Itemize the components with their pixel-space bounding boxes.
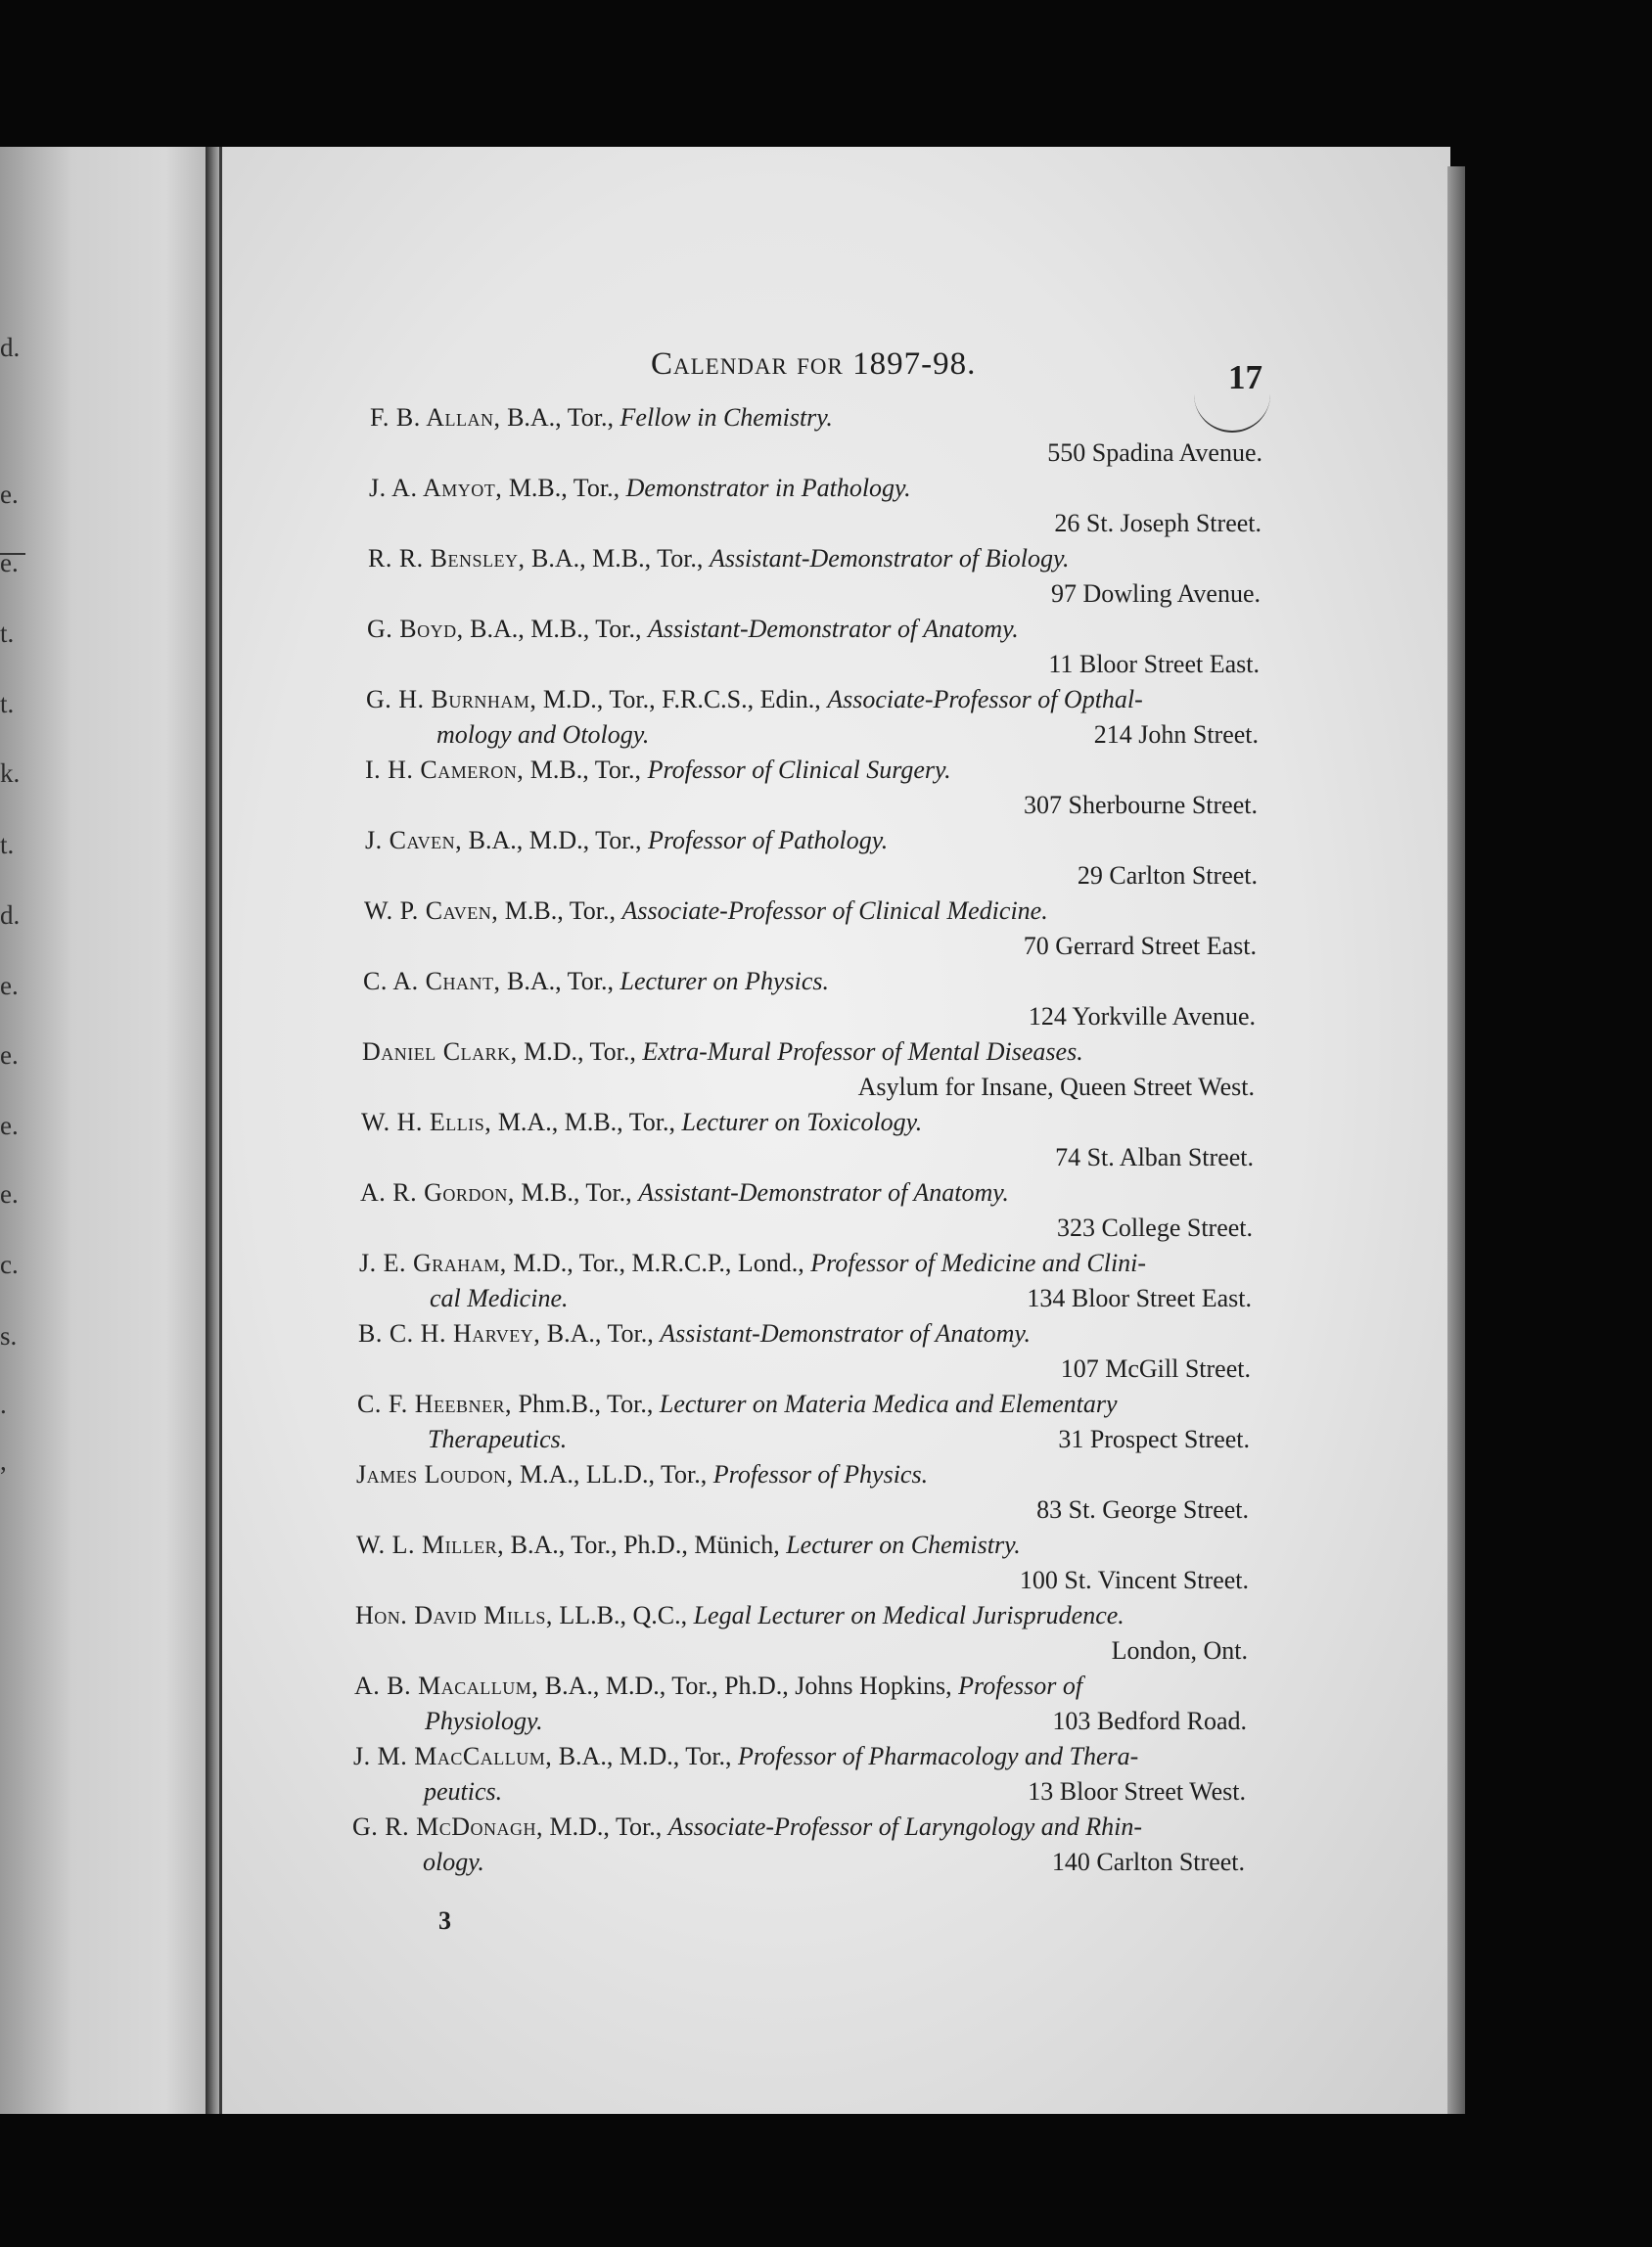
staff-address: 124 Yorkville Avenue. — [1028, 1002, 1256, 1031]
staff-credentials: B.A., M.D., Tor., Ph.D., Johns Hopkins, — [538, 1672, 959, 1700]
facing-page-fragment: d. — [0, 333, 21, 362]
staff-name: B. C. H. Harvey, — [358, 1319, 541, 1348]
staff-address: 140 Carlton Street. — [1051, 1848, 1245, 1876]
staff-position: Assistant-Demonstrator of Biology. — [709, 544, 1070, 573]
staff-address: Asylum for Insane, Queen Street West. — [857, 1073, 1255, 1101]
facing-page-fragment: . — [0, 1390, 7, 1419]
page-number: 17 — [1228, 358, 1262, 396]
staff-entry — [368, 544, 1070, 573]
staff-name: F. B. Allan, — [370, 403, 501, 432]
staff-position: Extra-Mural Professor of Mental Diseases. — [642, 1037, 1083, 1066]
staff-address: 70 Gerrard Street East. — [1023, 932, 1257, 960]
staff-position: Lecturer on Toxicology. — [681, 1108, 923, 1136]
staff-entry — [360, 1178, 1009, 1208]
staff-credentials: LL.B., Q.C., — [552, 1601, 694, 1629]
staff-credentials: B.A., M.D., Tor., — [462, 826, 648, 854]
facing-page-fragment: e. — [0, 480, 19, 509]
staff-address: London, Ont. — [1111, 1636, 1248, 1665]
staff-address: 134 Bloor Street East. — [1027, 1284, 1252, 1312]
staff-address: 29 Carlton Street. — [1077, 861, 1258, 890]
staff-entry — [357, 1390, 1118, 1419]
staff-entry — [352, 1812, 1142, 1842]
staff-entry — [366, 685, 1143, 714]
staff-name: R. R. Bensley, — [368, 544, 526, 573]
staff-entry — [361, 1108, 922, 1137]
staff-credentials: M.A., M.B., Tor., — [491, 1108, 682, 1136]
facing-page-fragment: e. — [0, 1040, 19, 1070]
staff-name: W. H. Ellis, — [361, 1108, 492, 1136]
staff-name: I. H. Cameron, — [365, 756, 525, 784]
staff-address: 97 Dowling Avenue. — [1051, 579, 1261, 608]
staff-entry — [369, 474, 911, 503]
staff-position: Associate-Professor of Opthal- — [827, 685, 1143, 713]
staff-position: Professor of Pathology. — [647, 826, 889, 854]
facing-page-fragment: e. — [0, 971, 19, 1000]
facing-page-fragment: , — [0, 1446, 7, 1476]
staff-position-continuation: Therapeutics. — [428, 1425, 568, 1453]
facing-page-fragment: t. — [0, 689, 15, 718]
staff-position: Fellow in Chemistry. — [620, 403, 833, 432]
signature-mark: 3 — [438, 1906, 451, 1935]
staff-address: 26 St. Joseph Street. — [1054, 509, 1262, 537]
staff-credentials: M.B., Tor., — [514, 1178, 639, 1207]
facing-page-fragment: e. — [0, 1111, 19, 1140]
staff-address: 214 John Street. — [1093, 720, 1259, 749]
staff-address: 550 Spadina Avenue. — [1047, 438, 1262, 467]
staff-credentials: B.A., Tor., Ph.D., Münich, — [504, 1531, 787, 1559]
staff-position-continuation: mology and Otology. — [436, 720, 650, 749]
staff-name: G. Boyd, — [367, 615, 464, 643]
staff-address: 100 St. Vincent Street. — [1019, 1566, 1249, 1594]
staff-credentials: B.A., Tor., — [500, 403, 620, 432]
staff-credentials: M.A., LL.D., Tor., — [513, 1460, 713, 1489]
staff-address: 307 Sherbourne Street. — [1023, 791, 1258, 819]
facing-page-fragment: e. — [0, 548, 19, 577]
staff-credentials: M.D., Tor., M.R.C.P., Lond., — [506, 1249, 811, 1277]
staff-credentials: M.B., Tor., — [502, 474, 626, 502]
staff-position-continuation: peutics. — [424, 1777, 503, 1806]
staff-name: C. A. Chant, — [363, 967, 501, 995]
staff-position: Assistant-Demonstrator of Anatomy. — [638, 1178, 1009, 1207]
staff-credentials: B.A., M.D., Tor., — [552, 1742, 739, 1770]
staff-entry — [362, 1037, 1083, 1067]
staff-credentials: B.A., M.B., Tor., — [463, 615, 649, 643]
staff-name: W. P. Caven, — [364, 896, 499, 925]
staff-address: 31 Prospect Street. — [1058, 1425, 1250, 1453]
staff-entry — [367, 615, 1019, 644]
staff-position: Demonstrator in Pathology. — [625, 474, 911, 502]
staff-entry — [356, 1531, 1021, 1560]
staff-position: Legal Lecturer on Medical Jurisprudence. — [693, 1601, 1124, 1629]
staff-position: Professor of Pharmacology and Thera- — [738, 1742, 1139, 1770]
staff-entry — [356, 1460, 928, 1490]
staff-name: W. L. Miller, — [356, 1531, 505, 1559]
staff-name: A. R. Gordon, — [360, 1178, 515, 1207]
staff-position: Professor of Physics. — [712, 1460, 929, 1489]
staff-position: Assistant-Demonstrator of Anatomy. — [648, 615, 1019, 643]
staff-name: G. R. McDonagh, — [352, 1812, 544, 1841]
staff-address: 11 Bloor Street East. — [1048, 650, 1260, 678]
staff-address: 83 St. George Street. — [1036, 1495, 1249, 1524]
staff-position-continuation: cal Medicine. — [430, 1284, 569, 1312]
staff-entry — [365, 826, 888, 855]
staff-position-continuation: ology. — [423, 1848, 484, 1876]
staff-address: 74 St. Alban Street. — [1055, 1143, 1254, 1171]
staff-name: James Loudon, — [356, 1460, 514, 1489]
staff-position: Associate-Professor of Clinical Medicine. — [621, 896, 1048, 925]
staff-position: Assistant-Demonstrator of Anatomy. — [660, 1319, 1031, 1348]
staff-address: 107 McGill Street. — [1060, 1354, 1251, 1383]
staff-entry — [355, 1601, 1124, 1630]
staff-position: Professor of Clinical Surgery. — [647, 756, 951, 784]
staff-name: G. H. Burnham, — [366, 685, 537, 713]
facing-page-fragment: d. — [0, 900, 21, 930]
staff-credentials: M.D., Tor., — [543, 1812, 668, 1841]
staff-position: Lecturer on Materia Medica and Elementary — [659, 1390, 1118, 1418]
facing-page-fragment: c. — [0, 1250, 19, 1279]
staff-name: A. B. Macallum, — [354, 1672, 539, 1700]
staff-position: Lecturer on Chemistry. — [786, 1531, 1021, 1559]
facing-page-fragment: t. — [0, 830, 15, 859]
staff-name: Daniel Clark, — [362, 1037, 518, 1066]
staff-name: C. F. Heebner, — [357, 1390, 512, 1418]
staff-address: 13 Bloor Street West. — [1028, 1777, 1246, 1806]
staff-name: J. M. MacCallum, — [353, 1742, 553, 1770]
staff-credentials: M.D., Tor., F.R.C.S., Edin., — [536, 685, 828, 713]
staff-name: J. A. Amyot, — [369, 474, 503, 502]
staff-entry — [365, 756, 951, 785]
staff-address: 103 Bedford Road. — [1052, 1707, 1247, 1735]
staff-entry — [364, 896, 1048, 926]
staff-entry — [354, 1672, 1082, 1701]
staff-entry — [363, 967, 829, 996]
facing-page-fragment: e. — [0, 1179, 19, 1209]
staff-entry — [359, 1249, 1146, 1278]
staff-credentials: Phm.B., Tor., — [512, 1390, 660, 1418]
staff-position: Professor of — [958, 1672, 1083, 1700]
facing-page-fragment: s. — [0, 1321, 18, 1351]
staff-name: J. Caven, — [365, 826, 463, 854]
staff-credentials: M.B., Tor., — [524, 756, 648, 784]
staff-entry — [370, 403, 833, 433]
staff-entry — [353, 1742, 1138, 1771]
staff-name: Hon. David Mills, — [355, 1601, 553, 1629]
staff-address: 323 College Street. — [1056, 1214, 1253, 1242]
staff-position: Associate-Professor of Laryngology and Rhin- — [667, 1812, 1143, 1841]
staff-credentials: B.A., Tor., — [540, 1319, 661, 1348]
staff-position: Professor of Medicine and Clini- — [810, 1249, 1147, 1277]
staff-position: Lecturer on Physics. — [620, 967, 829, 995]
running-head: Calendar for 1897-98. — [651, 346, 977, 382]
staff-position-continuation: Physiology. — [425, 1707, 543, 1735]
staff-credentials: B.A., M.B., Tor., — [525, 544, 710, 573]
facing-page-fragment: t. — [0, 619, 15, 648]
staff-entry — [358, 1319, 1031, 1349]
staff-name: J. E. Graham, — [359, 1249, 507, 1277]
staff-credentials: M.B., Tor., — [498, 896, 622, 925]
staff-credentials: M.D., Tor., — [517, 1037, 643, 1066]
facing-page-fragment: k. — [0, 758, 21, 788]
staff-credentials: B.A., Tor., — [500, 967, 620, 995]
